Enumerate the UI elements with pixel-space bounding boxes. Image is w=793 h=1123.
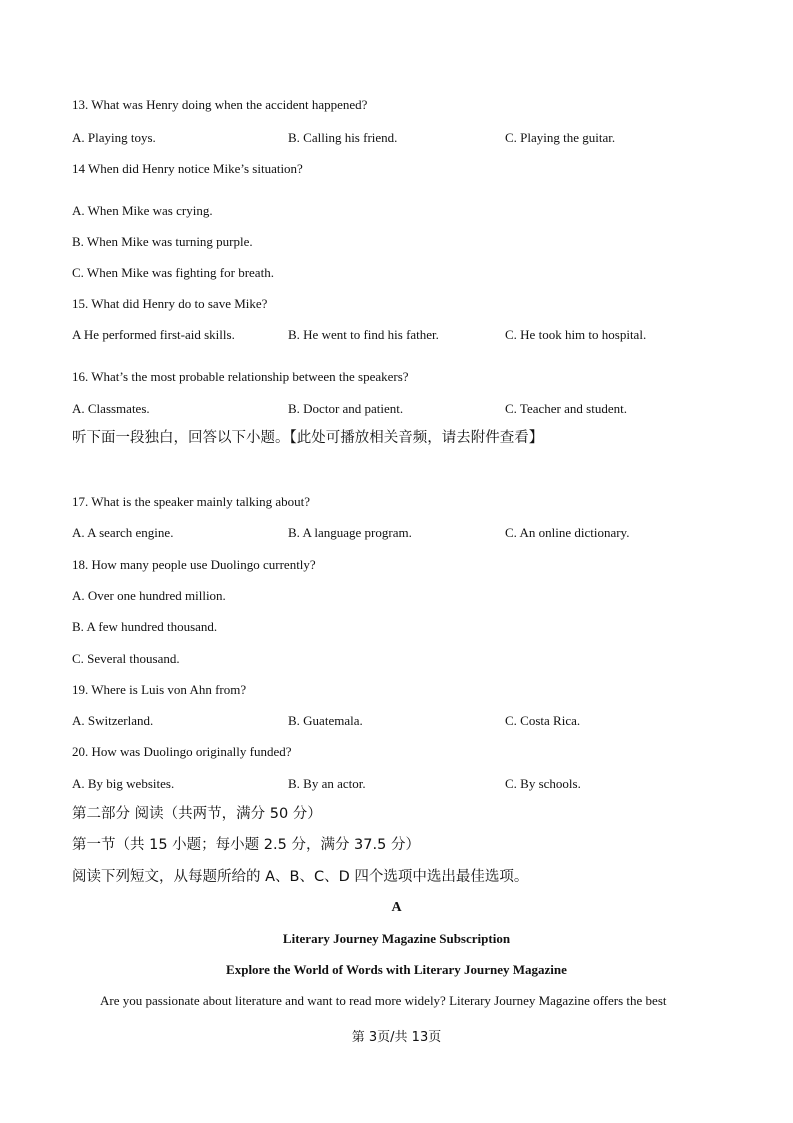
passage-letter: A (391, 900, 402, 915)
question-13-option-c: C. Playing the guitar. (505, 130, 616, 145)
question-15-option-c: C. He took him to hospital. (505, 327, 647, 342)
question-18-option-b: B. A few hundred thousand. (72, 619, 218, 634)
question-15-prompt: 15. What did Henry do to save Mike? (72, 296, 268, 311)
part-two-heading: 第二部分 阅读（共两节，满分 50 分） (72, 806, 322, 822)
question-18-option-a: A. Over one hundred million. (72, 588, 226, 603)
question-17-option-b: B. A language program. (288, 525, 412, 540)
question-17-option-c: C. An online dictionary. (505, 525, 630, 540)
question-15-option-b: B. He went to find his father. (288, 327, 439, 342)
question-15-option-a: A He performed first-aid skills. (72, 327, 235, 342)
question-18-prompt: 18. How many people use Duolingo currently? (72, 557, 316, 572)
question-18-option-c: C. Several thousand. (72, 651, 180, 666)
question-16-option-a: A. Classmates. (72, 401, 150, 416)
question-13-option-b: B. Calling his friend. (288, 130, 398, 145)
question-16-prompt: 16. What’s the most probable relationship between the speakers? (72, 369, 409, 384)
question-13-prompt: 13. What was Henry doing when the accident happened? (72, 97, 368, 112)
section-one-heading: 第一节（共 15 小题；每小题 2.5 分，满分 37.5 分） (72, 837, 420, 853)
question-14-option-a: A. When Mike was crying. (72, 203, 213, 218)
question-19-option-c: C. Costa Rica. (505, 713, 581, 728)
question-17-option-a: A. A search engine. (72, 525, 174, 540)
question-20-option-a: A. By big websites. (72, 776, 175, 791)
monologue-instruction: 听下面一段独白，回答以下小题。【此处可播放相关音频，请去附件查看】 (72, 430, 544, 446)
question-20-option-c: C. By schools. (505, 776, 581, 791)
question-16-option-c: C. Teacher and student. (505, 401, 627, 416)
question-19-option-a: A. Switzerland. (72, 713, 154, 728)
passage-subtitle: Explore the World of Words with Literary Journey Magazine (226, 962, 567, 977)
question-19-option-b: B. Guatemala. (288, 713, 363, 728)
question-14-option-b: B. When Mike was turning purple. (72, 234, 253, 249)
reading-instruction: 阅读下列短文，从每题所给的 A、B、C、D 四个选项中选出最佳选项。 (72, 869, 529, 885)
question-16-option-b: B. Doctor and patient. (288, 401, 404, 416)
passage-first-line: Are you passionate about literature and want to read more widely? Literary Journey Magazine offers the best (100, 993, 667, 1008)
question-19-prompt: 19. Where is Luis von Ahn from? (72, 682, 247, 697)
page-footer: 第 3页/共 13页 (351, 1030, 442, 1045)
question-13-option-a: A. Playing toys. (72, 130, 156, 145)
question-14-option-c: C. When Mike was fighting for breath. (72, 265, 274, 280)
question-20-option-b: B. By an actor. (288, 776, 366, 791)
question-20-prompt: 20. How was Duolingo originally funded? (72, 744, 292, 759)
passage-title: Literary Journey Magazine Subscription (282, 931, 511, 946)
question-14-prompt: 14 When did Henry notice Mike’s situation? (72, 161, 303, 176)
question-17-prompt: 17. What is the speaker mainly talking about? (72, 494, 311, 509)
